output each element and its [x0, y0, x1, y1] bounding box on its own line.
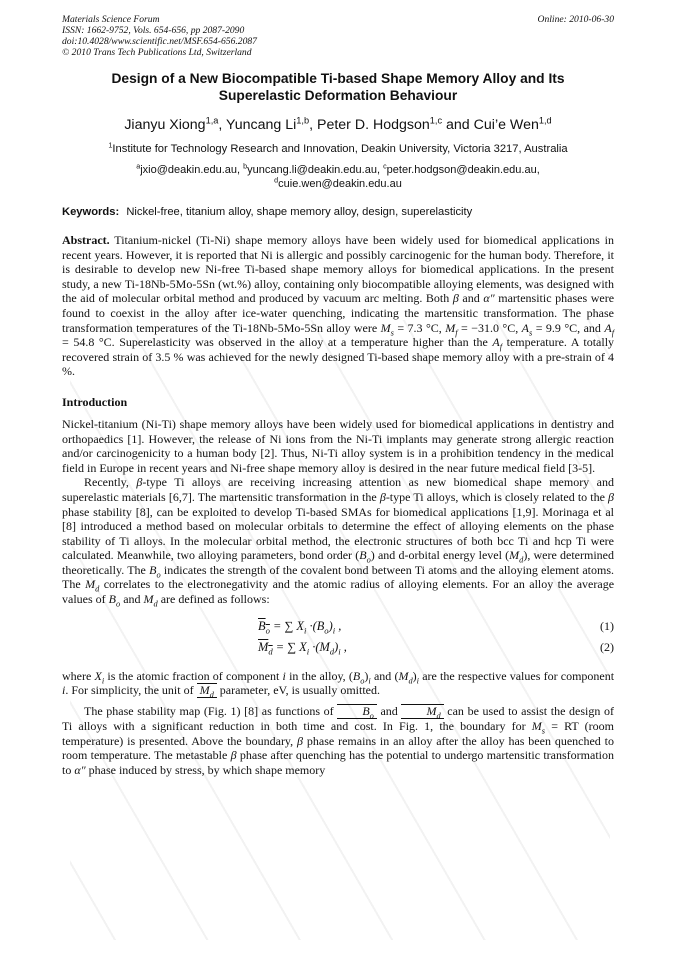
online-date: Online: 2010-06-30 [537, 14, 614, 25]
text-run: where [62, 668, 92, 683]
abstract: Abstract. Titanium-nickel (Ti-Ni) shape memory alloys have been widely used for biomedical applications in recent years. However, it is reported that Ni is allergic and possibly carcinogenic for the human body. Therefore, it is desirable to develop new Ni-free Ti-based shape memory alloys for biomedical applications. In the present study, a new Ti-18Nb-5Mo-5Sn (wt.%) alloy, containing only biocompatible alloying elements, was designed with the aid of molecular orbital method and produced by vacuum arc melting. Both β and α″ martensitic phases were found to coexist in the alloy after ice-water quenching, indicating the martensitic transformation. The phase transformation temperatures of the Ti-18Nb-5Mo-5Sn alloy were $M_s = 7.3$ °C, $M_f = -31.0$ °C, $A_s = 9.9$ °C, and $A_f = 54.8$ °C. Superelasticity was observed in the alloy at a temperature higher than the $A_f$ temperature. A totally recovered strain of 3.5 % was achieved for the newly designed Ti-based shape memory alloy with a pre-strain of 4 %. [62, 233, 615, 379]
text-run: phase after quenching has the potential to undergo martensitic transformation to [62, 748, 614, 778]
symbol-beta: β [608, 489, 615, 504]
affiliation-sup: 1 [108, 140, 113, 150]
abstract-label: Abstract. [62, 233, 110, 247]
text-run: phase remains in an alloy after the alloy has been quenched to room temperature. The metastable [62, 733, 615, 763]
email-b[interactable]: yuncang.li@deakin.edu.au [247, 164, 377, 176]
paper-page [62, 14, 614, 778]
mf-value: = −31.0 °C, [461, 320, 519, 335]
journal-info [62, 14, 614, 58]
text-run: and [380, 704, 398, 719]
text-run: -type Ti alloys, which is closely related to the [385, 489, 605, 504]
doi-line: doi:10.4028/www.scientific.net/MSF.654-656.2087 [62, 36, 257, 47]
author-list: Jianyu Xiong$^{1,a}$, Yuncang Li$^{1,b}$, Peter D. Hodgson$^{1,c}$ and Cui’e Wen$^{1,d}$ [124, 115, 552, 133]
intro-paragraph-2: Recently, β-type Ti alloys are receiving increasing attention as new biomedical shape memory and superelastic materials [6,7]. The martensitic transformation in the β-type Ti alloys, which is closely related to the β phase stability [8], can be exploited to develop Ti-based SMAs for biomedical applications [1,9]. Morinaga et al [8] introduced a method based on molecular orbitals to determine the effect of alloying elements on the phase stability of Ti alloys. In the molecular orbital method, the electronic structures of both bcc Ti and hcp Ti were calculated. Meanwhile, two alloying parameters, bond order $(B_o)$ and d-orbital energy level $(M_d)$, were determined theoretically. The $B_o$ indicates the strength of the covalent bond between Ti atoms and the alloying element atoms. The $M_d$ correlates to the electronegativity and the atomic radius of alloying elements. For an alloy the average values of $B_o$ and $M_d$ are defined as follows: [62, 475, 615, 609]
text-run: can be used to assist the design of Ti alloys with a significant reduction in both time and cost. In Fig. 1, the boundary for [62, 704, 615, 734]
title-line-2: Superelastic Deformation Behaviour [218, 88, 458, 103]
email-sup: d [274, 175, 279, 184]
text-run: phase stability [8], can be exploited to develop Ti-based SMAs for biomedical applications [1,9]. Morinaga et al [8] introduced a method based on molecular orbitals to determine the effect of alloying elements on the phase stability of Ti alloys. In the molecular orbital method, the electronic structures of both bcc Ti and hcp Ti were calculated. Meanwhile, two alloying parameters, bond order ( [62, 504, 614, 563]
equation-1: $B_o$ = ∑ $X_i \cdot(B_o)_i$ , [258, 618, 342, 636]
symbol-alpha: α″ [74, 763, 86, 778]
text-run: . For simplicity, the unit of [65, 683, 194, 698]
abstract-text: and [462, 291, 480, 306]
text-run: correlates to the electronegativity and the atomic radius of alloying elements. For an alloy the average values of [62, 577, 615, 607]
text-run: phase induced by stress, by which shape memory [88, 763, 326, 778]
text-run: is the atomic fraction of component [107, 668, 280, 683]
text-run: parameter, eV, is usually omitted. [219, 683, 381, 698]
email-list: $^a$jxio@deakin.edu.au, $^b$yuncang.li@deakin.edu.au, $^c$peter.hodgson@deakin.edu.au, $^d$cuie.wen@deakin.edu.au [136, 162, 540, 190]
text-run: are the respective values for component [422, 668, 615, 683]
symbol-beta: β [452, 291, 459, 306]
intro-paragraph-4: The phase stability map (Fig. 1) [8] as functions of $B_o$ and $M_d$ can be used to assist the design of Ti alloys with a significant reduction in both time and cost. In Fig. 1, the boundary for $M_s$ = RT (room temperature) is presented. Above the boundary, β phase remains in an alloy after the alloy has been quenched to room temperature. The metastable β phase after quenching has the potential to undergo martensitic transformation to α″ phase induced by stress, by which shape memory [62, 704, 615, 778]
title-line-1: Design of a New Biocompatible Ti-based Shape Memory Alloy and Its [111, 71, 565, 86]
email-a[interactable]: jxio@deakin.edu.au [140, 164, 238, 176]
abstract-text: Titanium-nickel (Ti-Ni) shape memory alloys have been widely used for biomedical applications in recent years. However, it is reported that Ni is allergic and possibly carcinogenic for the human body. Therefore, it is desirable to develop new Ni-free Ti-based shape memory alloys for biomedical applications. In the present study, a new Ti-18Nb-5Mo-5Sn (wt.%) alloy, containing only biocompatible alloying elements, was designed with the aid of molecular orbital method and produced by vacuum arc melting. Both [62, 233, 614, 306]
keywords-text: Nickel-free, titanium alloy, shape memory alloy, design, superelasticity [126, 206, 473, 218]
abstract-text: temperature. A totally recovered strain of 3.5 % was achieved for the newly designed Ti-based shape memory alloy with a pre-strain of 4 %. [62, 335, 615, 379]
author-name: Cui’e Wen [473, 117, 539, 133]
as-value: = 9.9 °C, and [535, 320, 601, 335]
text-run: = RT (room temperature) is presented. Above the boundary, [62, 719, 614, 748]
text-run: indicates the strength of the covalent bond between Ti atoms and the alloying element atoms. The [62, 562, 615, 592]
email-sup: b [243, 162, 248, 171]
text-run: ), were determined theoretically. The [62, 548, 614, 577]
equation-2: $M_d$ = ∑ $X_i \cdot(M_d)_i$ , [258, 639, 347, 657]
text-run: ) and d-orbital energy level ( [370, 548, 510, 563]
author-name: Yuncang Li [226, 117, 297, 133]
journal-name: Materials Science Forum [62, 14, 160, 25]
affiliation [62, 142, 614, 156]
text-run: -type Ti alloys are receiving increasing attention as new biomedical shape memory and superelastic materials [6,7]. The martensitic transformation in the [62, 475, 614, 504]
affiliation-text: Institute for Technology Research and Innovation, Deakin University, Victoria 3217, Australia [112, 143, 568, 155]
intro-paragraph-3: where $X_i$ is the atomic fraction of component i in the alloy, $(B_o)_i$ and $(M_d)_i$ are the respective values for component i. For simplicity, the unit of $M_d$ parameter, eV, is usually omitted. [62, 668, 615, 700]
text-run: in the alloy, [289, 668, 346, 683]
author-sup: 1,c [429, 115, 443, 126]
keywords-label: Keywords: [62, 206, 120, 218]
email-sup: c [383, 162, 387, 171]
abstract-text: martensitic phases were found to coexist in the alloy after ice-water quenching, indicating the martensitic transformation. The phase transformation temperatures of the Ti-18Nb-5Mo-5Sn alloy were [62, 291, 615, 335]
symbol-beta: β [230, 748, 237, 763]
issn-line: ISSN: 1662-9752, Vols. 654-656, pp 2087-2090 [62, 25, 245, 36]
author-sup: 1,a [205, 115, 219, 126]
equation-1-number: (1) [600, 618, 614, 633]
author-name: Peter D. Hodgson [316, 117, 430, 133]
email-sup: a [136, 162, 141, 171]
email-d[interactable]: cuie.wen@deakin.edu.au [278, 177, 402, 190]
author-name: Jianyu Xiong [124, 117, 206, 133]
author-and: and [446, 117, 470, 133]
author-sup: 1,d [538, 115, 552, 126]
text-run: The phase stability map (Fig. 1) [8] as functions of [84, 704, 334, 719]
text-run: Recently, [84, 475, 129, 490]
symbol-beta: β [297, 733, 304, 748]
section-heading-introduction: Introduction [62, 394, 128, 409]
af-value: = 54.8 °C. [62, 335, 115, 350]
ms-value: = 7.3 °C, [397, 320, 442, 335]
copyright-line: © 2010 Trans Tech Publications Ltd, Switzerland [62, 47, 252, 58]
symbol-alpha: α″ [483, 291, 495, 306]
keywords [62, 205, 614, 219]
abstract-text: Superelasticity was observed in the alloy at a temperature higher than the [119, 335, 488, 350]
email-c[interactable]: peter.hodgson@deakin.edu.au [386, 164, 537, 176]
text-run: and [123, 592, 141, 607]
equation-2-number: (2) [600, 639, 614, 654]
journal-header [62, 14, 614, 62]
text-run: and [373, 668, 392, 683]
text-run: are defined as follows: [160, 592, 270, 607]
equation-block [62, 619, 614, 659]
symbol-beta: β [136, 475, 143, 490]
author-sup: 1,b [296, 115, 310, 126]
symbol-beta: β [379, 489, 386, 504]
intro-paragraph-1: Nickel-titanium (Ni-Ti) shape memory alloys have been widely used for biomedical applications in dentistry and orthopaedics [1]. However, the release of Ni ions from the Ni-Ti implants may generate strong allergic reaction and/or carcinogenicity to a human body [2]. Thus, Ni-Ti alloy system is in a prohibition tendency in the medical field in Europe in recent years and Ni-free shape memory alloy is desired in the near future medical field [3-5]. [62, 416, 614, 475]
paper-title [62, 70, 614, 104]
